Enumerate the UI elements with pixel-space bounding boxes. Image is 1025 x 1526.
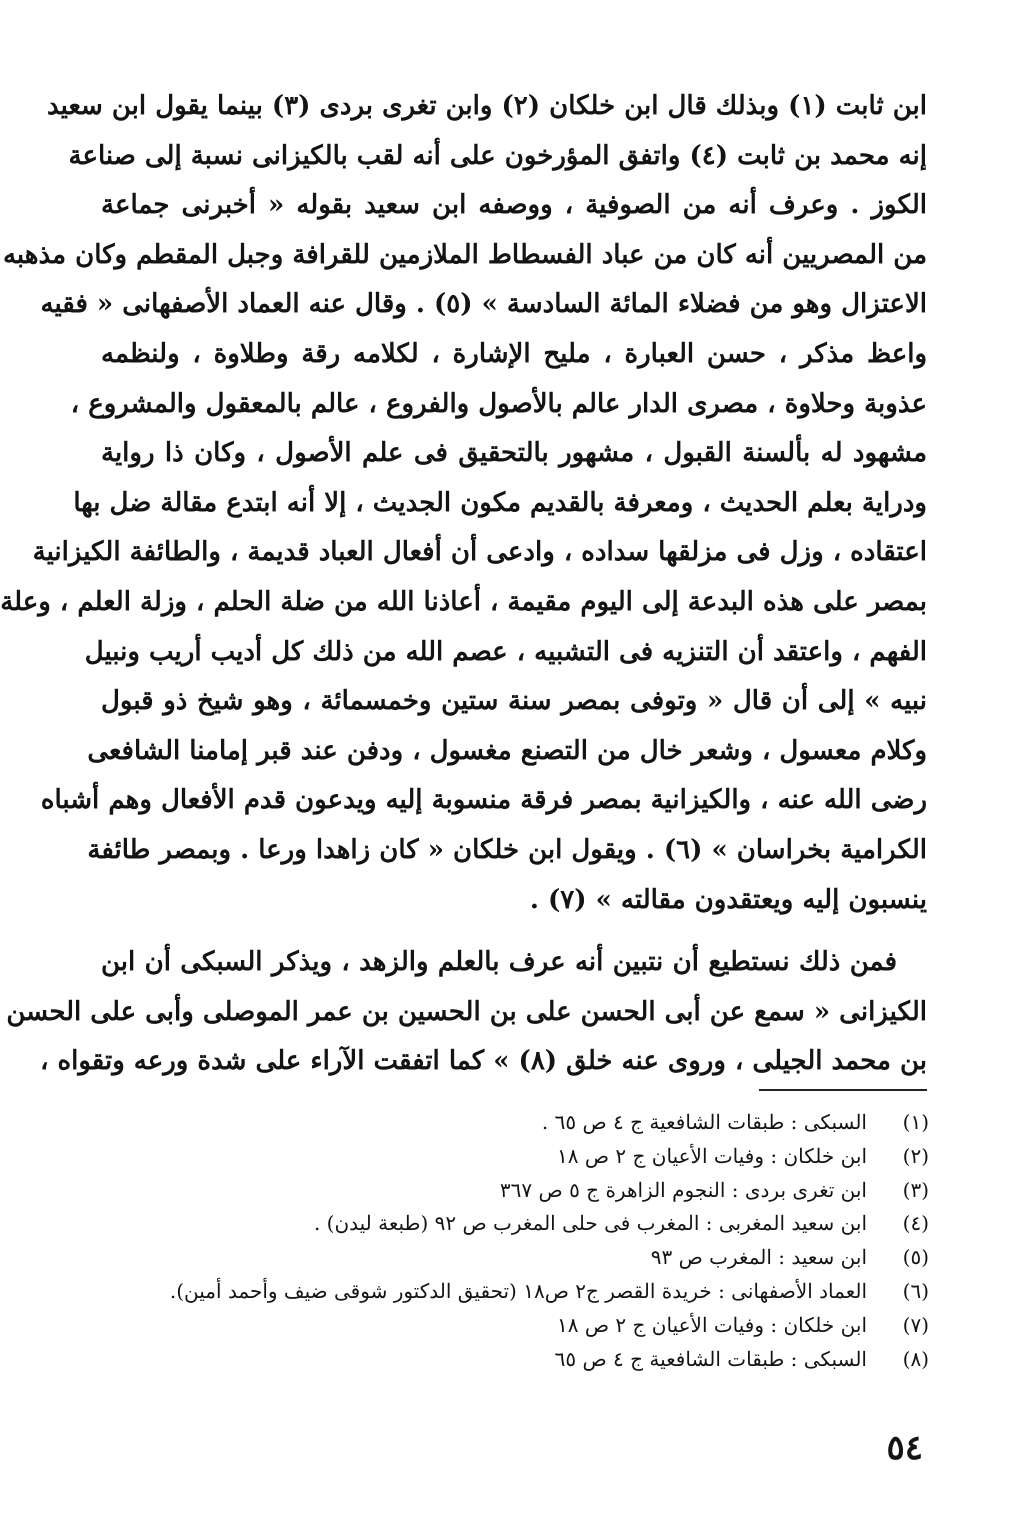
footnote bbox=[103, 1343, 929, 1377]
footnote-text: السبكى : طبقات الشافعية ج ٤ ص ٦٥ bbox=[554, 1346, 867, 1371]
footnote bbox=[103, 1174, 929, 1208]
footnote-number: (٧) bbox=[902, 1312, 929, 1337]
second-paragraph bbox=[6, 938, 927, 1087]
text-line: من المصريين أنه كان من عباد الفسطاط الملازمين للقرافة وجبل المقطم وكان مذهبه bbox=[2, 239, 927, 270]
text-line: ودراية بعلم الحديث ، ومعرفة بالقديم مكون الجديث ، إلا أنه ابتدع مقالة ضل بها bbox=[73, 487, 927, 518]
main-paragraph bbox=[0, 82, 927, 925]
footnote-text: ابن خلكان : وفيات الأعيان ج ٢ ص ١٨ bbox=[557, 1143, 867, 1168]
footnote bbox=[103, 1309, 929, 1343]
text-line: ابن ثابت (١) وبذلك قال ابن خلكان (٢) وابن تغرى بردى (٣) بينما يقول ابن سعيد bbox=[47, 91, 927, 121]
text-line: فمن ذلك نستطيع أن نتبين أنه عرف بالعلم والزهد ، ويذكر السبكى أن ابن bbox=[101, 947, 897, 977]
text-line: اعتقاده ، وزل فى مزلقها سداده ، وادعى أن أفعال العباد قديمة ، والطائفة الكيزانية bbox=[32, 537, 927, 568]
footnotes bbox=[103, 1106, 929, 1376]
footnote bbox=[103, 1140, 929, 1174]
text-line: الكوز . وعرف أنه من الصوفية ، ووصفه ابن سعيد بقوله « أخبرنى جماعة bbox=[101, 190, 927, 221]
footnote bbox=[103, 1241, 929, 1275]
text-line: بمصر على هذه البدعة إلى اليوم مقيمة ، أعاذنا الله من ضلة الحلم ، وزلة العلم ، وعلة bbox=[0, 586, 927, 617]
text-line: الكيزانى « سمع عن أبى الحسن على بن الحسين بن عمر الموصلى وأبى على الحسن bbox=[6, 996, 927, 1027]
text-line: الفهم ، واعتقد أن التنزيه فى التشبيه ، عصم الله من ذلك كل أديب أريب ونبيل bbox=[84, 636, 927, 667]
footnote-number: (١) bbox=[902, 1110, 929, 1134]
footnote bbox=[103, 1275, 929, 1309]
footnote-number: (٨) bbox=[902, 1346, 929, 1371]
footnote-number: (٢) bbox=[902, 1143, 929, 1168]
text-line: ينسبون إليه ويعتقدون مقالته » (٧) . bbox=[529, 884, 927, 915]
footnote-text: السبكى : طبقات الشافعية ج ٤ ص ٦٥ . bbox=[541, 1110, 867, 1134]
text-line: وكلام معسول ، وشعر خال من التصنع مغسول ، ودفن عند قبر إمامنا الشافعى bbox=[87, 735, 927, 766]
footnote-text: ابن سعيد المغربى : المغرب فى حلى المغرب ص ٩٢ (طبعة ليدن) . bbox=[313, 1211, 867, 1236]
page-number: ٥٤ bbox=[886, 1428, 923, 1468]
text-line: عذوبة وحلاوة ، مصرى الدار عالم بالأصول والفروع ، عالم بالمعقول والمشروع ، bbox=[70, 388, 927, 419]
footnote-text: ابن خلكان : وفيات الأعيان ج ٢ ص ١٨ bbox=[557, 1312, 867, 1337]
footnote-number: (٦) bbox=[902, 1278, 929, 1303]
text-line: إنه محمد بن ثابت (٤) واتفق المؤرخون على أنه لقب بالكيزانى نسبة إلى صناعة bbox=[68, 140, 927, 171]
text-line: الاعتزال وهو من فضلاء المائة السادسة » (٥) . وقال عنه العماد الأصفهانى « فقيه bbox=[40, 289, 927, 320]
footnote-number: (٤) bbox=[902, 1211, 929, 1236]
footnote bbox=[103, 1106, 929, 1140]
footnote-number: (٣) bbox=[902, 1177, 929, 1202]
footnote-text: ابن تغرى بردى : النجوم الزاهرة ج ٥ ص ٣٦٧ bbox=[499, 1177, 867, 1202]
text-line: واعظ مذكر ، حسن العبارة ، مليح الإشارة ، لكلامه رقة وطلاوة ، ولنظمه bbox=[101, 338, 927, 369]
text-line: نبيه » إلى أن قال « وتوفى بمصر سنة ستين وخمسمائة ، وهو شيخ ذو قبول bbox=[101, 686, 927, 717]
footnote-separator bbox=[759, 1089, 927, 1091]
text-line: رضى الله عنه ، والكيزانية بمصر فرقة منسوبة إليه ويدعون قدم الأفعال وهم أشباه bbox=[40, 785, 927, 816]
footnote-number: (٥) bbox=[902, 1245, 929, 1270]
text-line: بن محمد الجيلى ، وروى عنه خلق (٨) » كما اتفقت الآراء على شدة ورعه وتقواه ، bbox=[40, 1046, 927, 1077]
footnote bbox=[103, 1207, 929, 1241]
footnote-text: العماد الأصفهانى : خريدة القصر ج٢ ص١٨ (تحقيق الدكتور شوقى ضيف وأحمد أمين). bbox=[169, 1278, 867, 1303]
footnote-text: ابن سعيد : المغرب ص ٩٣ bbox=[650, 1245, 867, 1270]
text-line: مشهود له بألسنة القبول ، مشهور بالتحقيق فى علم الأصول ، وكان ذا رواية bbox=[101, 438, 927, 469]
text-line: الكرامية بخراسان » (٦) . ويقول ابن خلكان « كان زاهدا ورعا . وبمصر طائفة bbox=[87, 834, 927, 865]
